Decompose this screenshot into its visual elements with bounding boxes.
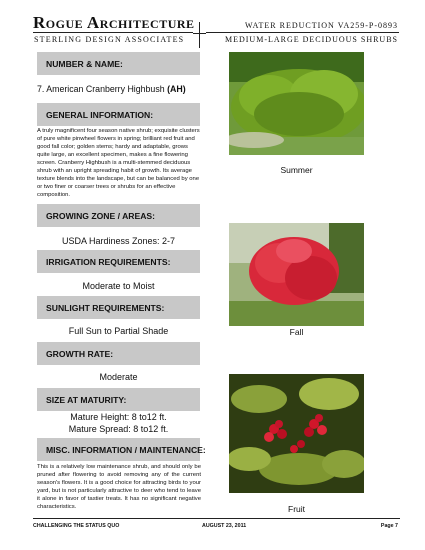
summer-photo xyxy=(229,52,364,155)
section-growing-zone: GROWING ZONE / AREAS: xyxy=(37,204,200,227)
sunlight-value: Full Sun to Partial Shade xyxy=(68,326,169,336)
section-sunlight: SUNLIGHT REQUIREMENTS: xyxy=(37,296,200,319)
section-size-at-maturity: SIZE AT MATURITY: xyxy=(37,388,200,411)
section-misc-maintenance: MISC. INFORMATION / MAINTENANCE: xyxy=(37,438,200,461)
brand-tagline: STERLING DESIGN ASSOCIATES xyxy=(34,35,185,44)
header-rule-right xyxy=(206,32,399,33)
brand-title: Rogue Architecture xyxy=(33,13,195,32)
fall-photo xyxy=(229,223,364,326)
footer-slogan: CHALLENGING THE STATUS QUO xyxy=(33,523,120,529)
section-number-name: NUMBER & NAME: xyxy=(37,52,200,75)
misc-maintenance-text: This is a relatively low maintenance shrub, and should only be pruned after flowering to avoid removing any of the current season's flowers. It is a good choice for attracting birds to your yard, but is not particularly attractive to deer who tend to leave it alone in favor of tastier treats. It has no significant negative characteristics. xyxy=(37,464,201,510)
footer-rule xyxy=(33,518,400,519)
summer-caption: Summer xyxy=(280,165,313,175)
section-general-information: GENERAL INFORMATION: xyxy=(37,103,200,126)
header-cross-mark-h xyxy=(193,33,206,34)
fruit-caption: Fruit xyxy=(288,504,305,514)
plant-name xyxy=(37,84,186,94)
plant-name-text: 7. American Cranberry Highbush xyxy=(37,84,165,94)
section-irrigation: IRRIGATION REQUIREMENTS: xyxy=(37,250,200,273)
header-rule-left xyxy=(33,32,193,33)
section-growth-rate: GROWTH RATE: xyxy=(37,342,200,365)
footer-page-number: Page 7 xyxy=(380,523,398,529)
growing-zone-value: USDA Hardiness Zones: 2-7 xyxy=(61,236,176,246)
summer-shrub-image xyxy=(229,52,364,155)
irrigation-value: Moderate to Moist xyxy=(82,281,155,291)
header-cross-mark xyxy=(199,22,200,48)
maturity-spread: Mature Spread: 8 to12 ft. xyxy=(68,424,169,434)
fall-shrub-image xyxy=(229,223,364,326)
footer-date: AUGUST 23, 2011 xyxy=(202,523,247,529)
fruit-photo xyxy=(229,374,364,493)
project-id: WATER REDUCTION VA259-P-0893 xyxy=(244,21,398,30)
plant-category: MEDIUM-LARGE DECIDUOUS SHRUBS xyxy=(224,35,398,44)
fruit-berries-image xyxy=(229,374,364,493)
fall-caption: Fall xyxy=(289,327,304,337)
maturity-height: Mature Height: 8 to12 ft. xyxy=(70,412,167,422)
plant-code: (AH) xyxy=(167,84,186,94)
growth-rate-value: Moderate xyxy=(99,372,138,382)
general-information-text: A truly magnificent four season native shrub; exquisite clusters of pure white pinwheel flowers in spring; brilliant red fruit and good fall color; golden stems; hardy and adaptable, grows quite large, an excellent specimen, makes a fine flowering screen. Cranberry Highbush is a multi-stemmed deciduous shrub with an upright spreading habit of growth. Its average texture blends into the landscape, but can be balanced by one or two finer or coarser trees or shrubs for an effective composition. xyxy=(37,128,200,198)
